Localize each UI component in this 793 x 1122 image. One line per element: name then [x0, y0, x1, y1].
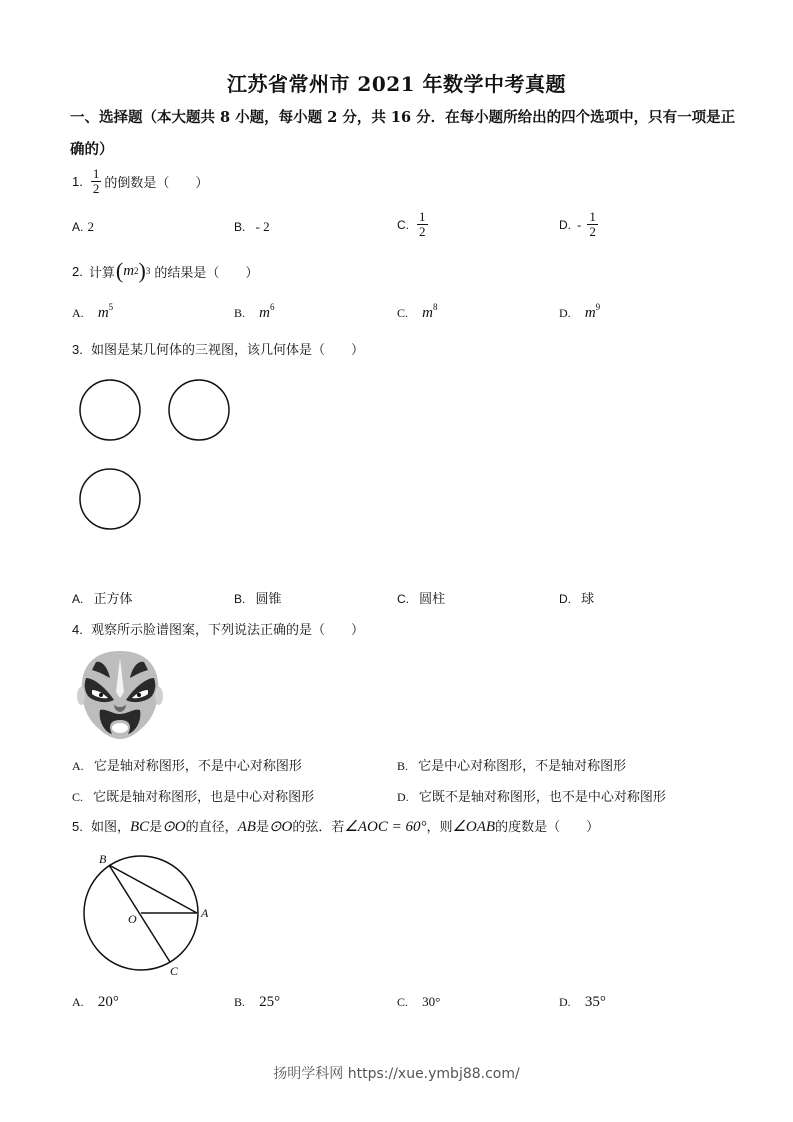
q3-option-d[interactable]: D. 球: [559, 592, 595, 607]
fraction: $\frac{1}{2}$: [92, 166, 100, 196]
point-label-a: A: [201, 906, 209, 920]
page-title: 江苏省常州市 2021 年数学中考真题: [226, 72, 567, 96]
q5-option-c[interactable]: C. 30°: [397, 994, 441, 1009]
question-stem: 的倒数是（ ）: [104, 176, 209, 191]
q1-option-c[interactable]: C. $\frac{1}{2}$: [397, 209, 426, 239]
footer-watermark: 扬明学科网 https://xue.ymbj88.com/: [273, 1066, 520, 1082]
q1-option-d[interactable]: D. - $\frac{1}{2}$: [559, 209, 596, 239]
q5-option-b[interactable]: B. 25°: [234, 994, 281, 1010]
q5-option-d[interactable]: D. 35°: [559, 994, 606, 1010]
q4-option-b[interactable]: B. 它是中心对称图形，不是轴对称图形: [397, 759, 627, 774]
question-2: 2. 计算 ( m 2 ) 3 的结果是（ ）: [72, 258, 259, 283]
question-5: 5. 如图，BC是⊙O的直径，AB是⊙O的弦．若∠AOC = 60°，则∠OAB的度数是（ ）: [72, 819, 600, 835]
question-3: 3. 如图是某几何体的三视图，该几何体是（ ）: [72, 342, 364, 358]
q4-option-a[interactable]: A. 它是轴对称图形，不是中心对称图形: [72, 759, 302, 774]
q2-option-a[interactable]: A. $m^5$: [72, 302, 114, 321]
point-label-o: O: [128, 912, 137, 926]
q2-option-c[interactable]: C. $m^8$: [397, 302, 438, 321]
q3-option-b[interactable]: B. 圆锥: [234, 592, 282, 607]
section-heading: 一、选择题（本大题共 8 小题，每小题 2 分，共 16 分．在每小题所给出的四个选项中，只有一项是正确的）: [70, 109, 736, 158]
q1-option-a[interactable]: A. 2: [72, 219, 94, 234]
q2-option-d[interactable]: D. $m^9$: [559, 302, 601, 321]
question-4: 4. 观察所示脸谱图案，下列说法正确的是（ ）: [72, 622, 364, 638]
q2-option-b[interactable]: B. $m^6$: [234, 302, 275, 321]
point-label-b: B: [99, 852, 107, 866]
circle-geometry-figure: [70, 845, 230, 980]
power-expression: (: [115, 258, 124, 283]
question-1: [72, 167, 208, 196]
question-number: 1.: [72, 174, 83, 189]
side-view-circle: [169, 380, 229, 440]
q1-option-b[interactable]: B. - 2: [234, 219, 270, 234]
point-label-c: C: [170, 964, 179, 978]
three-views-figure: [60, 370, 260, 540]
q3-option-c[interactable]: C. 圆柱: [397, 592, 446, 607]
q4-option-c[interactable]: C. 它既是轴对称图形，也是中心对称图形: [72, 790, 315, 805]
q4-option-d[interactable]: D. 它既不是轴对称图形，也不是中心对称图形: [397, 790, 666, 805]
q5-option-a[interactable]: A. 20°: [72, 994, 119, 1010]
opera-mask-image: [70, 648, 170, 740]
front-view-circle: [80, 380, 140, 440]
q3-option-a[interactable]: A. 正方体: [72, 592, 133, 607]
top-view-circle: [80, 469, 140, 529]
